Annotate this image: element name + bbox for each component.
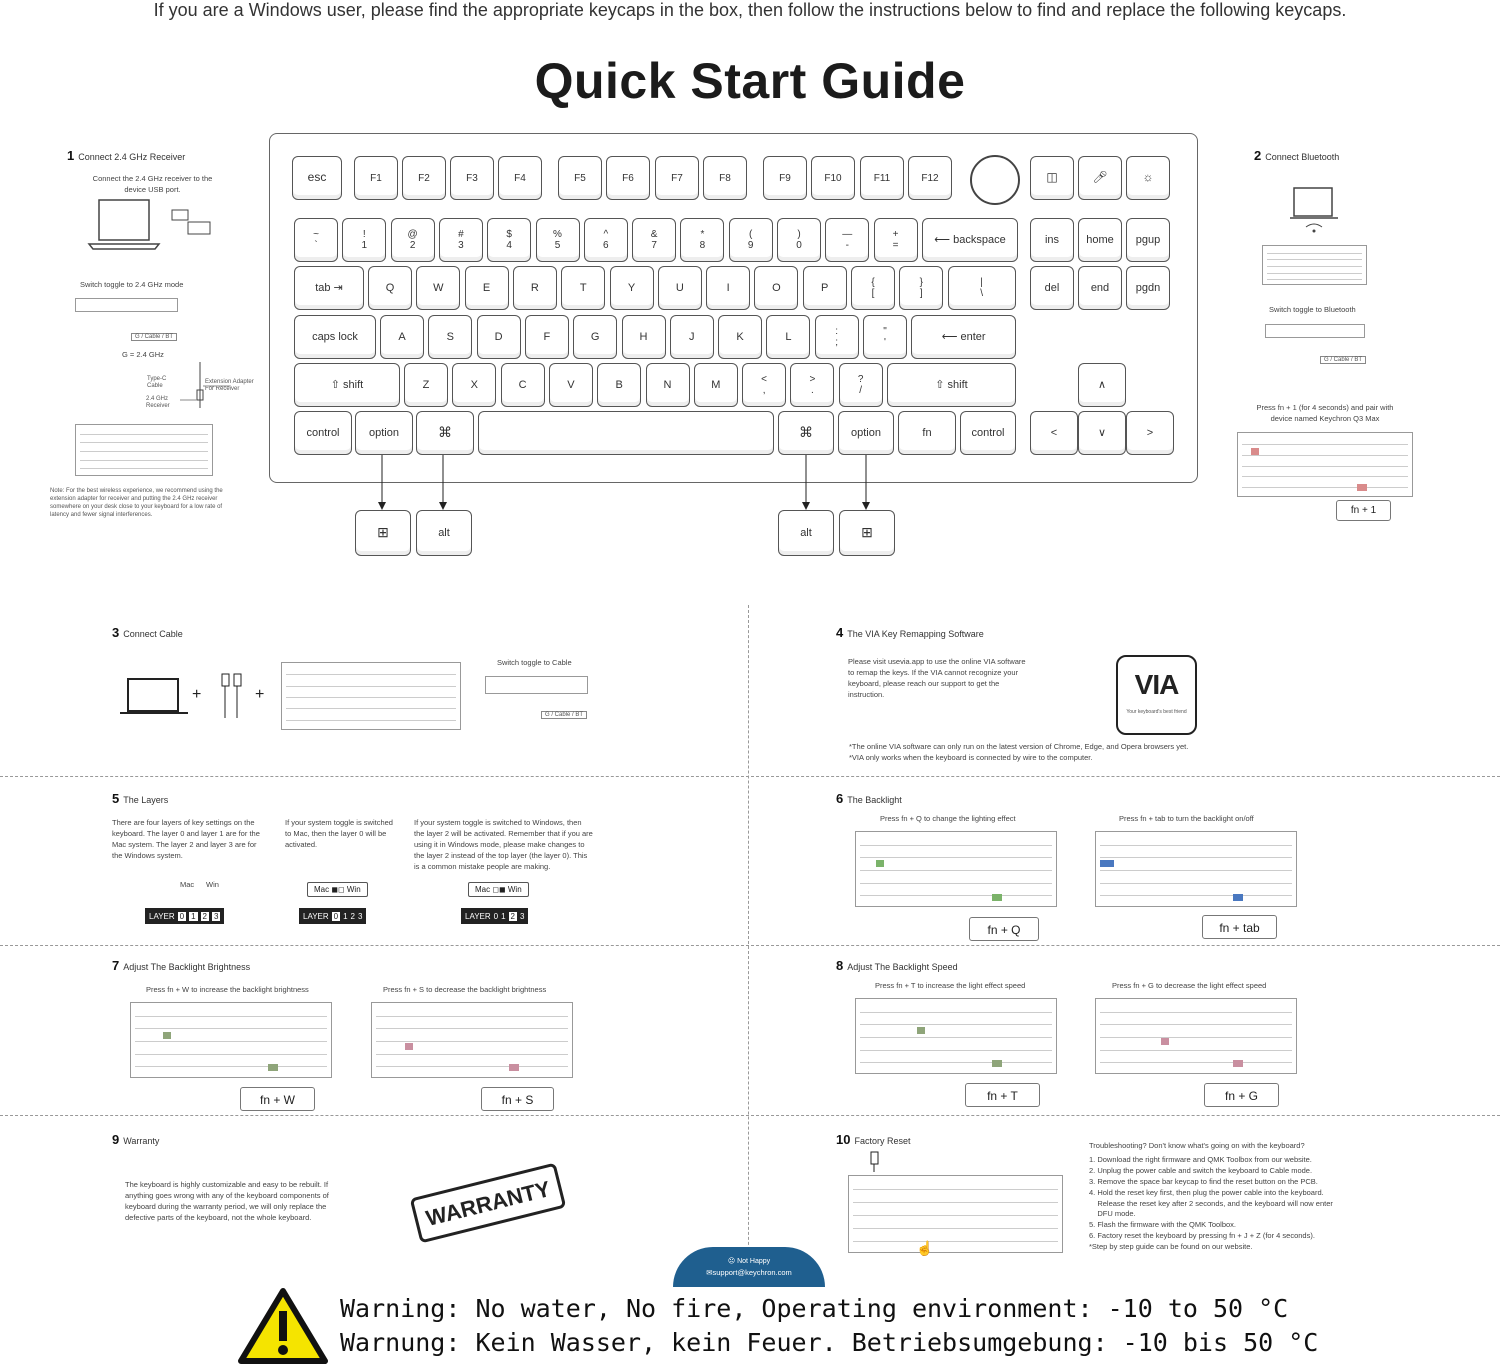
step8-left-keyboard: [855, 998, 1057, 1074]
mini-keyboard-row: [1100, 1062, 1292, 1063]
key-v[interactable]: V: [549, 363, 593, 407]
mini-keyboard-row: [376, 1041, 568, 1042]
key-period[interactable]: > .: [790, 363, 834, 407]
step2-pair-text: Press fn + 1 (for 4 seconds) and pair with device named Keychron Q3 Max: [1256, 403, 1394, 423]
mini-keyboard-row: [1242, 487, 1408, 488]
step6-right-combo: fn + tab: [1202, 915, 1277, 939]
mini-keyboard-row: [860, 857, 1052, 858]
step2-key-highlight: [1357, 484, 1367, 491]
key-quote[interactable]: " ': [863, 315, 907, 359]
key-0[interactable]: ) 0: [777, 218, 821, 262]
key-backspace[interactable]: ⟵ backspace: [922, 218, 1018, 262]
step1-heading: 1 Connect 2.4 GHz Receiver: [67, 148, 186, 163]
key-control-right[interactable]: control: [960, 411, 1016, 455]
step3-heading: 3 Connect Cable: [112, 625, 183, 640]
warning-en: Warning: No water, No fire, Operating environment: -10 to 50 °C: [340, 1294, 1289, 1323]
laptop-icon: [85, 196, 165, 254]
mini-keyboard-row: [135, 1066, 327, 1067]
mini-keyboard-row: [286, 708, 456, 709]
mini-keyboard-row: [1267, 273, 1362, 274]
divider-vertical: [748, 605, 749, 1270]
key-x[interactable]: X: [452, 363, 496, 407]
step6-left-keyboard: [855, 831, 1057, 907]
mini-keyboard-row: [860, 845, 1052, 846]
key-6[interactable]: ^ 6: [584, 218, 628, 262]
cable-icon: [218, 672, 246, 720]
layer-indicator: LAYER 0 1 2 3: [299, 908, 366, 924]
step8-left-combo: fn + T: [965, 1083, 1040, 1107]
key-7[interactable]: & 7: [632, 218, 676, 262]
mini-keyboard-row: [135, 1041, 327, 1042]
support-badge[interactable]: [673, 1247, 825, 1287]
key-f2[interactable]: F2: [402, 156, 446, 200]
step1-toggle-text: Switch toggle to 2.4 GHz mode: [80, 280, 184, 289]
trouble-step: 4. Hold the reset key first, then plug the power cable into the keyboard.: [1089, 1187, 1324, 1197]
mini-keyboard-row: [376, 1016, 568, 1017]
mini-keyboard-row: [286, 674, 456, 675]
step7-s-highlight: [405, 1043, 413, 1050]
step5-col3: If your system toggle is switched to Windows, then the layer 2 will be activated. Remember that if you are using it in Windows mode, please make changes to the layer 2 instead of the top layer (the layer 0). This is a common mistake people are making.: [414, 818, 593, 871]
mini-keyboard-row: [135, 1016, 327, 1017]
key-bracket-left[interactable]: { [: [851, 266, 895, 310]
step8-left-text: Press fn + T to increase the light effect speed: [875, 981, 1026, 990]
plus-sign: +: [192, 686, 202, 703]
trouble-step: *Step by step guide can be found on our website.: [1089, 1242, 1253, 1251]
support-email[interactable]: ✉support@keychron.com: [706, 1268, 792, 1277]
mini-keyboard-row: [135, 1054, 327, 1055]
key-2[interactable]: @ 2: [391, 218, 435, 262]
trouble-step: 2. Unplug the power cable and switch the keyboard to Cable mode.: [1089, 1165, 1313, 1175]
mini-keyboard-row: [286, 697, 456, 698]
key-b[interactable]: B: [597, 363, 641, 407]
mini-keyboard-row: [860, 1062, 1052, 1063]
mini-keyboard-row: [860, 1012, 1052, 1013]
step2-keyboard-thumb: [1237, 432, 1413, 497]
key-8[interactable]: * 8: [680, 218, 724, 262]
divider: [0, 1115, 1500, 1116]
mini-keyboard-row: [1267, 279, 1362, 280]
divider: [0, 945, 1500, 946]
step1-g-label: G = 2.4 GHz: [122, 350, 164, 359]
step8-right-text: Press fn + G to decrease the light effect speed: [1112, 981, 1267, 990]
mini-keyboard-row: [1100, 1024, 1292, 1025]
mac-label: Mac: [180, 880, 195, 889]
key-arrow-right[interactable]: >: [1126, 411, 1174, 455]
key-h[interactable]: H: [622, 315, 666, 359]
step1-keyboard-edge: [75, 298, 178, 312]
mini-keyboard-row: [376, 1028, 568, 1029]
key-screenshot[interactable]: ◫: [1030, 156, 1074, 200]
mini-keyboard-row: [853, 1241, 1058, 1242]
key-y[interactable]: Y: [610, 266, 654, 310]
receiver-label: 2.4 GHz Receiver: [146, 396, 170, 409]
key-z[interactable]: Z: [404, 363, 448, 407]
step10-keyboard-thumb: [848, 1175, 1063, 1253]
warning-de: Warnung: Kein Wasser, kein Feuer. Betriebsumgebung: -10 bis 50 °C: [340, 1328, 1319, 1357]
key-k[interactable]: K: [718, 315, 762, 359]
mini-keyboard-row: [860, 1037, 1052, 1038]
mini-keyboard-row: [286, 720, 456, 721]
mini-keyboard-row: [1267, 266, 1362, 267]
key-fn[interactable]: fn: [898, 411, 956, 455]
step2-heading: 2 Connect Bluetooth: [1254, 148, 1340, 163]
mini-keyboard-row: [853, 1215, 1058, 1216]
key-control-left[interactable]: control: [294, 411, 352, 455]
mini-keyboard-row: [1100, 883, 1292, 884]
mini-keyboard-row: [860, 1050, 1052, 1051]
step6-fn-highlight: [992, 894, 1002, 901]
hand-cursor-icon: ☝: [916, 1240, 934, 1256]
key-option-right[interactable]: option: [838, 411, 894, 455]
step9-heading: 9 Warranty: [112, 1132, 160, 1147]
step5-col2: If your system toggle is switched to Mac, then the layer 0 will be activated.: [285, 818, 393, 849]
mini-keyboard-row: [376, 1066, 568, 1067]
mini-keyboard-row: [853, 1228, 1058, 1229]
key-f8[interactable]: F8: [703, 156, 747, 200]
step2-keyboard-edge: [1265, 324, 1365, 338]
step8-t-highlight: [917, 1027, 925, 1034]
support-label: ☹ Not Happy: [727, 1258, 771, 1265]
mac-win-toggle: Mac ◻◼ Win: [468, 882, 529, 897]
step7-left-combo: fn + W: [240, 1087, 315, 1111]
windows-keycap: ⊞: [839, 510, 895, 556]
laptop-icon: [118, 675, 190, 719]
step6-tab-highlight: [1100, 860, 1114, 867]
key-`[interactable]: ~ `: [294, 218, 338, 262]
step10-heading: 10 Factory Reset: [836, 1132, 911, 1147]
key-bracket-right[interactable]: } ]: [899, 266, 943, 310]
top-note: If you are a Windows user, please find the appropriate keycaps in the box, then follow the instructions below to find and replace the following keycaps.: [153, 0, 1347, 20]
via-logo-sub: Your keyboard's best friend: [1126, 709, 1187, 715]
via-logo-text: VIA: [1134, 669, 1179, 700]
mini-keyboard-row: [286, 686, 456, 687]
key-arrow-down[interactable]: ∨: [1078, 411, 1126, 455]
key-ins[interactable]: ins: [1030, 218, 1074, 262]
step7-fn-highlight: [268, 1064, 278, 1071]
mini-keyboard-row: [1242, 466, 1408, 467]
receiver-icon: [168, 202, 216, 242]
step9-desc: The keyboard is highly customizable and easy to be rebuilt. If anything goes wrong with any of the keyboard components of keyboard during the warranty period, we will only replace the defective parts of the keyboard, not the whole keyboard.: [125, 1180, 329, 1222]
key-d[interactable]: D: [477, 315, 521, 359]
layer-indicator: LAYER 0 1 2 3: [461, 908, 528, 924]
key-f11[interactable]: F11: [860, 156, 904, 200]
step4-desc: Please visit usevia.app to use the online VIA software to remap the keys. If the VIA cannot recognize your keyboard, please reach our support to get the instruction.: [848, 657, 1026, 699]
step8-right-keyboard: [1095, 998, 1297, 1074]
step5-col1: There are four layers of key settings on the keyboard. The layer 0 and layer 1 are for the Mac system. The layer 2 and layer 3 are for the Windows system.: [112, 818, 260, 860]
key-w[interactable]: W: [416, 266, 460, 310]
step6-right-text: Press fn + tab to turn the backlight on/off: [1119, 814, 1254, 823]
key-f7[interactable]: F7: [655, 156, 699, 200]
plus-sign: +: [255, 686, 265, 703]
step1-desc: Connect the 2.4 GHz receiver to the device USB port.: [92, 174, 213, 194]
key-=[interactable]: + =: [874, 218, 918, 262]
trouble-step: 1. Download the right firmware and QMK Toolbox from our website.: [1089, 1155, 1312, 1164]
key-option-left[interactable]: option: [355, 411, 413, 455]
step3-toggle-text: Switch toggle to Cable: [497, 658, 572, 667]
mini-keyboard-row: [80, 434, 208, 435]
step2-toggle-label: G / Cable / BT: [1320, 356, 1366, 364]
step7-w-highlight: [163, 1032, 171, 1039]
mini-keyboard-row: [860, 1024, 1052, 1025]
step1-note: Note: For the best wireless experience, we recommend using the extension adapter for receiver and putting the 2.4 GHz receiver somewhere on your desk close to your keyboard for a low rate of latency and fewer signal interferences.: [50, 488, 223, 519]
key-i[interactable]: I: [706, 266, 750, 310]
key-e[interactable]: E: [465, 266, 509, 310]
key-g[interactable]: G: [573, 315, 617, 359]
step6-heading: 6 The Backlight: [836, 791, 902, 806]
step7-right-combo: fn + S: [481, 1087, 554, 1111]
key-command-left[interactable]: ⌘: [416, 411, 474, 455]
key-q[interactable]: Q: [368, 266, 412, 310]
step6-left-combo: fn + Q: [969, 917, 1039, 941]
key-f4[interactable]: F4: [498, 156, 542, 200]
key-home[interactable]: home: [1078, 218, 1122, 262]
step4-note2: *VIA only works when the keyboard is connected by wire to the computer.: [849, 753, 1093, 762]
trouble-step: 6. Factory reset the keyboard by pressing fn + J + Z (for 4 seconds).: [1089, 1231, 1315, 1241]
step3-keyboard-thumb: [281, 662, 461, 730]
step4-heading: 4 The VIA Key Remapping Software: [836, 625, 984, 640]
mini-keyboard-row: [860, 883, 1052, 884]
step7-right-text: Press fn + S to decrease the backlight brightness: [383, 985, 547, 994]
warranty-stamp: WARRANTY: [410, 1163, 567, 1244]
mini-keyboard-row: [80, 451, 208, 452]
step3-toggle-label: G / Cable / BT: [541, 711, 587, 719]
volume-knob[interactable]: [970, 155, 1020, 205]
step7-left-text: Press fn + W to increase the backlight brightness: [146, 985, 309, 994]
step3-keyboard-edge: [485, 676, 588, 694]
warning-icon: [237, 1287, 329, 1365]
key-tab[interactable]: tab ⇥: [294, 266, 364, 310]
step8-fn-highlight: [1233, 1060, 1243, 1067]
step8-g-highlight: [1161, 1038, 1169, 1045]
mini-keyboard-row: [1100, 1037, 1292, 1038]
mini-keyboard-row: [135, 1028, 327, 1029]
mini-keyboard-row: [1100, 870, 1292, 871]
mac-win-toggle: Mac ◼◻ Win: [307, 882, 368, 897]
key-j[interactable]: J: [670, 315, 714, 359]
key-f3[interactable]: F3: [450, 156, 494, 200]
trouble-steps: [1089, 1155, 1369, 1253]
cable-icon: [170, 360, 235, 410]
key-shift-left[interactable]: ⇧ shift: [294, 363, 400, 407]
mini-keyboard-row: [80, 468, 208, 469]
step6-fn-highlight: [1233, 894, 1243, 901]
cable-icon: [868, 1150, 882, 1174]
step4-note1: *The online VIA software can only run on the latest version of Chrome, Edge, and Opera browsers yet.: [849, 742, 1189, 751]
key-a[interactable]: A: [380, 315, 424, 359]
key-t[interactable]: T: [561, 266, 605, 310]
step6-right-keyboard: [1095, 831, 1297, 907]
alt-keycap: alt: [416, 510, 472, 556]
step2-keyboard-thumb: [1262, 245, 1367, 285]
key-l[interactable]: L: [766, 315, 810, 359]
mini-keyboard-row: [1242, 444, 1408, 445]
step7-left-keyboard: [130, 1002, 332, 1078]
key-semicolon[interactable]: : ;: [815, 315, 859, 359]
key-f1[interactable]: F1: [354, 156, 398, 200]
layer-indicator: LAYER 0 1 2 3: [145, 908, 224, 924]
key-f12[interactable]: F12: [908, 156, 952, 200]
divider: [0, 776, 1500, 777]
key-end[interactable]: end: [1078, 266, 1122, 310]
step8-right-combo: fn + G: [1204, 1083, 1279, 1107]
key-arrow-left[interactable]: <: [1030, 411, 1078, 455]
key-pgup[interactable]: pgup: [1126, 218, 1170, 262]
mini-keyboard-row: [860, 870, 1052, 871]
mini-keyboard-row: [1242, 476, 1408, 477]
windows-keycap: ⊞: [355, 510, 411, 556]
trouble-step: 3. Remove the space bar keycap to find the reset button on the PCB.: [1089, 1176, 1318, 1186]
mini-keyboard-row: [80, 460, 208, 461]
key-command-right[interactable]: ⌘: [778, 411, 834, 455]
step5-heading: 5 The Layers: [112, 791, 169, 806]
trouble-step: 5. Flash the firmware with the QMK Toolbox.: [1089, 1220, 1237, 1230]
key-1[interactable]: ! 1: [342, 218, 386, 262]
key-f10[interactable]: F10: [811, 156, 855, 200]
key-r[interactable]: R: [513, 266, 557, 310]
key-o[interactable]: O: [754, 266, 798, 310]
key-voice[interactable]: 🎤︎: [1078, 156, 1122, 200]
mini-keyboard-row: [1267, 259, 1362, 260]
step7-fn-highlight: [509, 1064, 519, 1071]
step2-key-highlight: [1251, 448, 1259, 455]
mini-keyboard-row: [860, 895, 1052, 896]
key-del[interactable]: del: [1030, 266, 1074, 310]
mini-keyboard-row: [1100, 845, 1292, 846]
key-f5[interactable]: F5: [558, 156, 602, 200]
key-comma[interactable]: < ,: [742, 363, 786, 407]
trouble-step: DFU mode.: [1089, 1209, 1136, 1219]
step7-right-keyboard: [371, 1002, 573, 1078]
key-space[interactable]: [478, 411, 774, 455]
key-c[interactable]: C: [501, 363, 545, 407]
mini-keyboard-row: [853, 1202, 1058, 1203]
key-esc[interactable]: esc: [292, 156, 342, 200]
key--[interactable]: — -: [825, 218, 869, 262]
key-3[interactable]: # 3: [439, 218, 483, 262]
win-label: Win: [206, 880, 219, 889]
key-s[interactable]: S: [428, 315, 472, 359]
key-caps-lock[interactable]: caps lock: [294, 315, 376, 359]
step6-q-highlight: [876, 860, 884, 867]
key-arrow-up[interactable]: ∧: [1078, 363, 1126, 407]
key-n[interactable]: N: [646, 363, 690, 407]
step2-combo: fn + 1: [1336, 500, 1391, 521]
step1-toggle-label: G / Cable / BT: [131, 333, 177, 341]
key-f[interactable]: F: [525, 315, 569, 359]
laptop-icon: [1288, 185, 1340, 235]
trouble-title: Troubleshooting? Don't know what's going on with the keyboard?: [1089, 1141, 1305, 1150]
step7-heading: 7 Adjust The Backlight Brightness: [112, 958, 251, 973]
key-pgdn[interactable]: pgdn: [1126, 266, 1170, 310]
mini-keyboard-row: [1267, 253, 1362, 254]
key-backslash[interactable]: | \: [948, 266, 1016, 310]
mini-keyboard-row: [80, 442, 208, 443]
mini-keyboard-row: [853, 1189, 1058, 1190]
key-5[interactable]: % 5: [536, 218, 580, 262]
via-logo: [1116, 655, 1197, 735]
trouble-step: Release the reset key after 2 seconds, and the keyboard will now enter: [1089, 1198, 1333, 1208]
step1-keyboard-thumb: [75, 424, 213, 476]
key-9[interactable]: ( 9: [729, 218, 773, 262]
key-f9[interactable]: F9: [763, 156, 807, 200]
typec-label: Type-C Cable: [147, 376, 167, 389]
adapter-label: Extension Adapter For Receiver: [205, 379, 254, 392]
mini-keyboard-row: [1100, 895, 1292, 896]
key-f6[interactable]: F6: [606, 156, 650, 200]
key-light[interactable]: ☼: [1126, 156, 1170, 200]
key-u[interactable]: U: [658, 266, 702, 310]
step6-left-text: Press fn + Q to change the lighting effect: [880, 814, 1016, 823]
key-p[interactable]: P: [803, 266, 847, 310]
step8-heading: 8 Adjust The Backlight Speed: [836, 958, 958, 973]
mini-keyboard-row: [376, 1054, 568, 1055]
mini-keyboard-row: [1100, 857, 1292, 858]
key-slash[interactable]: ? /: [839, 363, 883, 407]
alt-keycap: alt: [778, 510, 834, 556]
key-enter[interactable]: ⟵ enter: [911, 315, 1016, 359]
mini-keyboard-row: [1100, 1012, 1292, 1013]
page-title: Quick Start Guide: [534, 53, 966, 109]
step8-fn-highlight: [992, 1060, 1002, 1067]
key-m[interactable]: M: [694, 363, 738, 407]
key-4[interactable]: $ 4: [487, 218, 531, 262]
mini-keyboard-row: [1242, 455, 1408, 456]
mini-keyboard-row: [1100, 1050, 1292, 1051]
step2-toggle-text: Switch toggle to Bluetooth: [1269, 305, 1356, 314]
key-shift-right[interactable]: ⇧ shift: [887, 363, 1016, 407]
